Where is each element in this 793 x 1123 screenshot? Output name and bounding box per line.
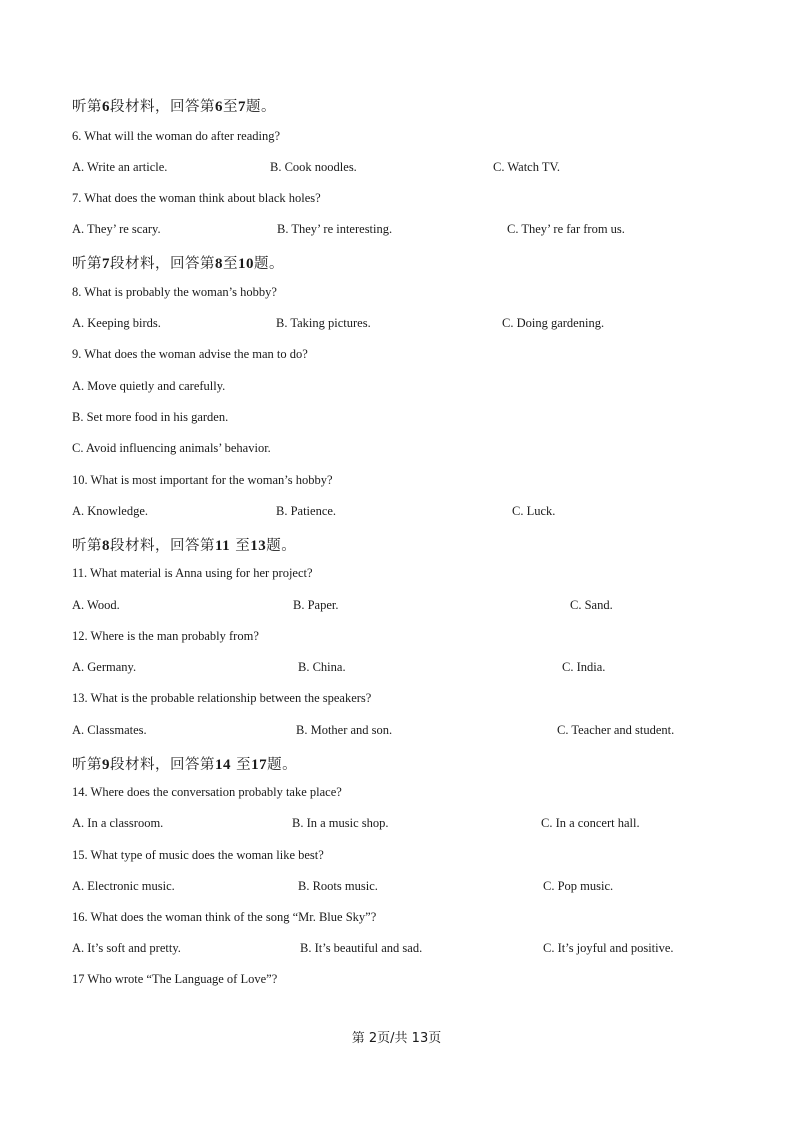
option-14b: B. In a music shop. <box>292 816 389 830</box>
option-16a: A. It’s soft and pretty. <box>72 941 181 955</box>
option-6c: C. Watch TV. <box>493 160 561 174</box>
option-12b: B. China. <box>298 660 346 674</box>
option-13a: A. Classmates. <box>72 723 147 737</box>
option-7b: B. They’ re interesting. <box>277 222 393 236</box>
header-num: 7 <box>102 256 110 272</box>
option-9b: B. Set more food in his garden. <box>72 410 229 424</box>
option-15c: C. Pop music. <box>543 879 614 893</box>
header-num: 13 <box>250 538 267 554</box>
header-text: 至 <box>223 99 238 115</box>
option-10a: A. Knowledge. <box>72 504 149 518</box>
header-text: 段材料，回答第 <box>110 256 215 272</box>
option-12a: A. Germany. <box>72 660 137 674</box>
option-9a: A. Move quietly and carefully. <box>72 379 226 393</box>
option-8a: A. Keeping birds. <box>72 316 161 330</box>
header-text: 听第 <box>72 538 102 554</box>
option-6a: A. Write an article. <box>72 160 168 174</box>
option-10c: C. Luck. <box>512 504 556 518</box>
section-header-7 <box>72 252 284 273</box>
question-17: 17 Who wrote “The Language of Love”? <box>72 972 278 986</box>
option-15a: A. Electronic music. <box>72 879 175 893</box>
header-text: 听第 <box>72 99 102 115</box>
header-text: 至 <box>223 256 238 272</box>
header-num: 17 <box>251 757 268 773</box>
header-num: 7 <box>238 99 246 115</box>
option-8b: B. Taking pictures. <box>276 316 371 330</box>
option-11b: B. Paper. <box>293 598 339 612</box>
header-text: 题。 <box>254 256 284 272</box>
option-16b: B. It’s beautiful and sad. <box>300 941 423 955</box>
option-8c: C. Doing gardening. <box>502 316 605 330</box>
header-text: 题。 <box>246 99 276 115</box>
section-header-9 <box>72 753 297 774</box>
section-header-6 <box>72 95 276 116</box>
header-text: 题。 <box>266 538 297 554</box>
question-9: 9. What does the woman advise the man to do? <box>72 347 308 361</box>
header-text: 段材料，回答第 <box>110 99 215 115</box>
header-num: 9 <box>102 757 110 773</box>
header-num: 8 <box>102 538 110 554</box>
header-text: 题。 <box>267 757 298 773</box>
header-num: 6 <box>102 99 110 115</box>
question-11: 11. What material is Anna using for her project? <box>72 566 313 580</box>
header-num: 6 <box>215 99 223 115</box>
option-13c: C. Teacher and student. <box>557 723 675 737</box>
section-header-8 <box>72 534 296 555</box>
header-text: 至 <box>236 757 252 773</box>
header-num: 10 <box>238 256 254 272</box>
question-8: 8. What is probably the woman’s hobby? <box>72 285 277 299</box>
header-text: 段材料，回答第 <box>110 757 215 773</box>
page-footer: 第 2页/共 13页 <box>351 1031 442 1046</box>
option-7a: A. They’ re scary. <box>72 222 161 236</box>
question-6: 6. What will the woman do after reading? <box>72 129 281 143</box>
question-10: 10. What is most important for the woman’s hobby? <box>72 473 333 487</box>
header-text: 至 <box>235 538 251 554</box>
option-9c: C. Avoid influencing animals’ behavior. <box>72 441 271 455</box>
header-num: 8 <box>215 256 223 272</box>
option-6b: B. Cook noodles. <box>270 160 357 174</box>
question-14: 14. Where does the conversation probably take place? <box>72 785 342 799</box>
question-12: 12. Where is the man probably from? <box>72 629 259 643</box>
option-12c: C. India. <box>562 660 606 674</box>
option-14a: A. In a classroom. <box>72 816 164 830</box>
question-7: 7. What does the woman think about black holes? <box>72 191 321 205</box>
option-16c: C. It’s joyful and positive. <box>543 941 674 955</box>
option-10b: B. Patience. <box>276 504 337 518</box>
option-14c: C. In a concert hall. <box>541 816 640 830</box>
header-text: 听第 <box>72 757 102 773</box>
header-num: 14 <box>215 757 231 773</box>
option-11a: A. Wood. <box>72 598 120 612</box>
header-text: 段材料，回答第 <box>110 538 215 554</box>
question-16: 16. What does the woman think of the song “Mr. Blue Sky”? <box>72 910 377 924</box>
header-text: 听第 <box>72 256 102 272</box>
option-13b: B. Mother and son. <box>296 723 393 737</box>
option-11c: C. Sand. <box>570 598 613 612</box>
header-num: 11 <box>215 538 231 554</box>
question-13: 13. What is the probable relationship between the speakers? <box>72 691 372 705</box>
question-15: 15. What type of music does the woman like best? <box>72 848 324 862</box>
option-7c: C. They’ re far from us. <box>507 222 625 236</box>
option-15b: B. Roots music. <box>298 879 378 893</box>
